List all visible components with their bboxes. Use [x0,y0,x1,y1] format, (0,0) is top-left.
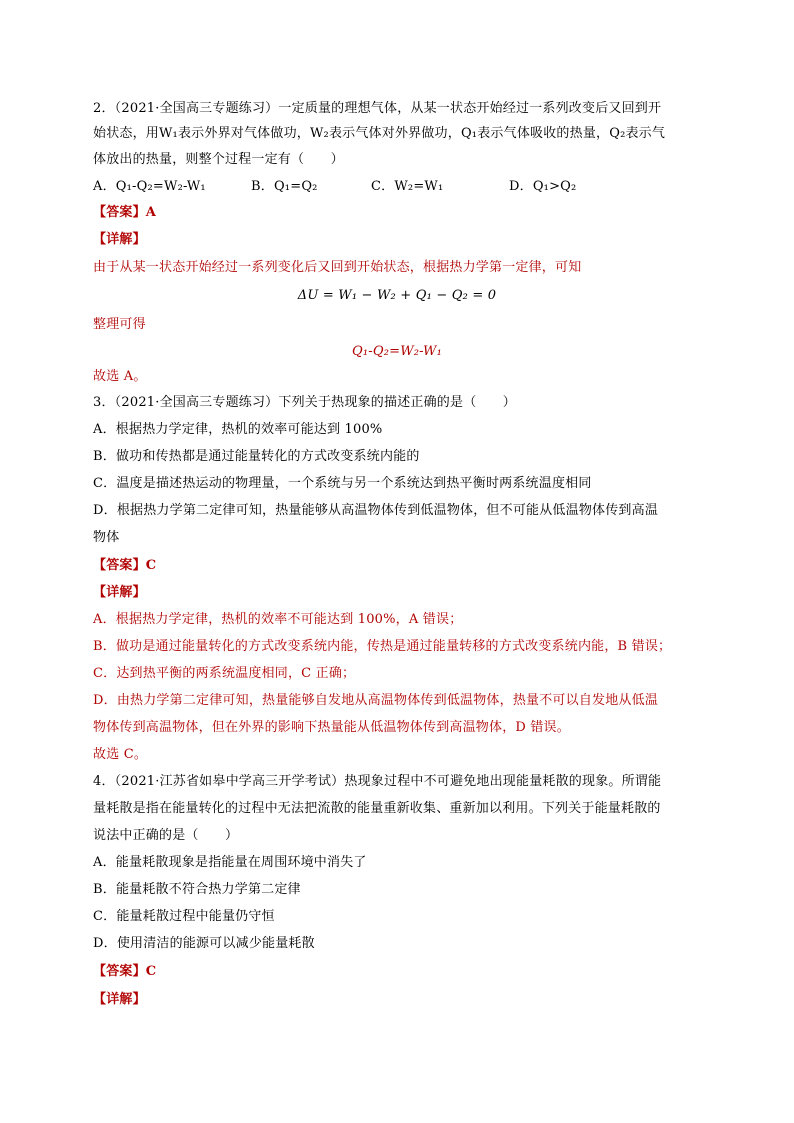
q3-explain-d-line-1: D．由热力学第二定律可知，热量能够自发地从高温物体传到低温物体，热量不可以自发地从低温 [93,693,659,708]
q4-stem-line-3: 说法中正确的是（ ） [93,828,239,843]
q3-explain-c: C．达到热平衡的两系统温度相同，C 正确； [93,666,356,681]
q3-explain-d-line-2: 物体传到高温物体，但在外界的影响下热量能从低温物体传到高温物体，D 错误。 [93,720,570,735]
q2-detail-heading: 【详解】 [93,232,146,247]
q2-stem-line-2: 始状态，用W₁表示外界对气体做功，W₂表示气体对外界做功，Q₁表示气体吸收的热量，Q₂表示气 [93,126,666,141]
q2-result-equation: Q₁-Q₂=W₂-W₁ [351,344,443,359]
q4-option-a: A．能量耗散现象是指能量在周围环境中消失了 [93,855,367,870]
q3-option-a: A．根据热力学定律，热机的效率可能达到 100% [93,422,383,437]
q3-explain-a: A．根据热力学定律，热机的效率不可能达到 100%，A 错误； [93,612,463,627]
q3-option-b: B．做功和传热都是通过能量转化的方式改变系统内能的 [93,449,420,464]
q3-explain-b: B．做功是通过能量转化的方式改变系统内能，传热是通过能量转移的方式改变系统内能，B 错误； [93,639,672,654]
q2-conclusion: 故选 A。 [93,369,147,384]
q4-detail-heading: 【详解】 [93,992,146,1007]
q2-answer: 【答案】A [93,205,157,220]
q2-option-c: C．W₂=W₁ [371,179,444,194]
q2-option-b: B．Q₁=Q₂ [251,179,318,194]
q2-explain-1: 由于从某一状态开始经过一系列变化后又回到开始状态，根据热力学第一定律，可知 [93,260,582,275]
q4-option-d: D．使用清洁的能源可以减少能量耗散 [93,936,315,951]
q2-stem-line-3: 体放出的热量，则整个过程一定有（ ） [93,152,344,167]
q3-option-d-line-1: D．根据热力学第二定律可知，热量能够从高温物体传到低温物体，但不可能从低温物体传到高温 [93,503,659,518]
q2-explain-2: 整理可得 [93,317,146,332]
q3-option-d-line-2: 物体 [93,530,120,545]
q2-stem-line-1: 2．（2021·全国高三专题练习）一定质量的理想气体，从某一状态开始经过一系列改变后又回到开 [93,101,662,116]
q4-stem-line-2: 量耗散是指在能量转化的过程中无法把流散的能量重新收集、重新加以利用。下列关于能量耗散的 [93,801,661,816]
q2-option-a: A．Q₁-Q₂=W₂-W₁ [93,179,206,194]
q3-option-c: C．温度是描述热运动的物理量，一个系统与另一个系统达到热平衡时两系统温度相同 [93,476,592,491]
q2-option-d: D．Q₁>Q₂ [509,179,577,194]
q3-stem: 3．（2021·全国高三专题练习）下列关于热现象的描述正确的是（ ） [93,395,516,410]
q4-answer: 【答案】C [93,964,157,979]
q4-stem-line-1: 4．（2021·江苏省如皋中学高三开学考试）热现象过程中不可避免地出现能量耗散的现象。所谓能 [93,774,662,789]
q2-options [93,177,576,197]
q3-conclusion: 故选 C。 [93,747,148,762]
q4-option-b: B．能量耗散不符合热力学第二定律 [93,882,301,897]
q3-answer: 【答案】C [93,558,157,573]
q4-option-c: C．能量耗散过程中能量仍守恒 [93,909,275,924]
q3-detail-heading: 【详解】 [93,585,146,600]
q2-equation: ΔU = W₁ − W₂ + Q₁ − Q₂ = 0 [297,288,497,303]
